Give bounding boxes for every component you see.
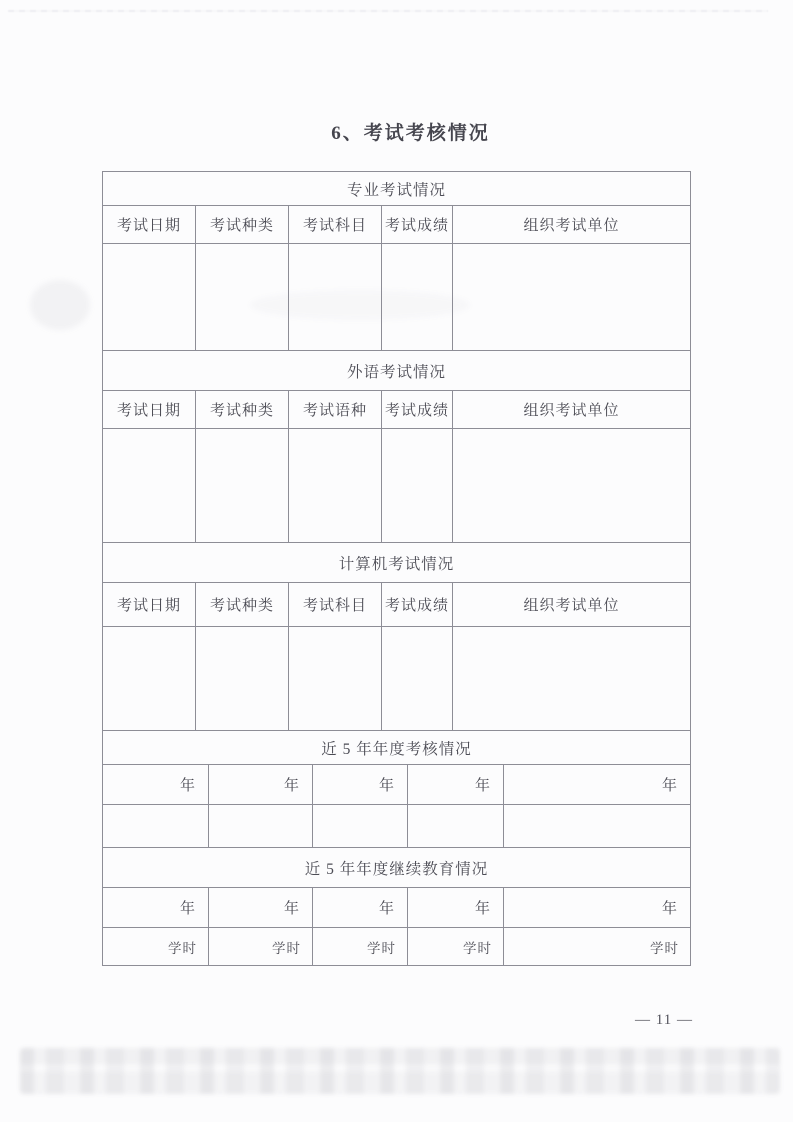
empty-cell [103,805,209,847]
page-title: 6、考试考核情况 [331,123,490,144]
year-label-cell: 年 [103,765,209,804]
section-title-professional-exam: 专业考试情况 [103,172,690,206]
scan-artifact-top-line [8,10,768,12]
year-label-cell: 年 [313,765,408,804]
header-cell-exam-score: 考试成绩 [382,206,453,243]
year-label-cell: 年 [313,888,408,927]
header-cell-exam-type: 考试种类 [196,583,289,626]
empty-cell [408,805,504,847]
section-title-continuing-education: 近 5 年年度继续教育情况 [103,848,690,888]
header-cell-organizing-unit: 组织考试单位 [523,218,620,234]
year-row-annual-assessment [103,765,690,805]
header-cell-exam-score: 考试成绩 [382,391,453,428]
body-row-foreign-language [103,429,690,543]
class-hours-label-cell: 学时 [313,928,408,965]
body-row-professional [103,244,690,351]
body-row-annual-assessment [103,805,690,848]
empty-cell [453,627,690,730]
empty-cell [453,244,690,350]
year-label-cell: 年 [408,888,504,927]
header-cell-exam-language: 考试语种 [289,391,382,428]
exam-assessment-form [102,171,691,966]
header-cell-exam-type: 考试种类 [196,206,289,243]
section-title-computer-exam: 计算机考试情况 [103,543,690,583]
scan-bleed-through-band [20,1048,780,1094]
year-label-cell: 年 [103,888,209,927]
header-cell-exam-date: 考试日期 [103,583,196,626]
empty-cell [504,805,690,847]
year-row-continuing-education [103,888,690,928]
class-hours-label-cell: 学时 [209,928,313,965]
empty-cell [382,627,453,730]
empty-cell [313,805,408,847]
empty-cell [382,244,453,350]
empty-cell [103,429,196,542]
empty-cell [103,627,196,730]
empty-cell [289,627,382,730]
section-title-annual-assessment: 近 5 年年度考核情况 [103,731,690,765]
page-number: — 11 — [635,1012,693,1028]
year-label-cell: 年 [209,888,313,927]
year-label-cell: 年 [661,901,678,917]
empty-cell [289,429,382,542]
empty-cell [103,244,196,350]
empty-cell [209,805,313,847]
year-label-cell: 年 [209,765,313,804]
header-cell-organizing-unit: 组织考试单位 [523,403,620,419]
class-hours-label-cell: 学时 [103,928,209,965]
hours-row-continuing-education [103,928,690,965]
header-cell-exam-subject: 考试科目 [289,206,382,243]
header-cell-exam-score: 考试成绩 [382,583,453,626]
header-cell-exam-date: 考试日期 [103,206,196,243]
header-row-computer [103,583,690,627]
empty-cell [196,244,289,350]
year-label-cell: 年 [408,765,504,804]
scan-smudge [30,280,90,330]
header-cell-exam-subject: 考试科目 [289,583,382,626]
header-cell-exam-type: 考试种类 [196,391,289,428]
body-row-computer [103,627,690,731]
section-title-foreign-language-exam: 外语考试情况 [103,351,690,391]
empty-cell [453,429,690,542]
header-cell-exam-date: 考试日期 [103,391,196,428]
empty-cell [289,244,382,350]
header-row-professional [103,206,690,244]
class-hours-label-cell: 学时 [408,928,504,965]
class-hours-label-cell: 学时 [650,940,679,956]
header-cell-organizing-unit: 组织考试单位 [523,598,620,614]
empty-cell [196,627,289,730]
empty-cell [382,429,453,542]
year-label-cell: 年 [661,778,678,794]
empty-cell [196,429,289,542]
header-row-foreign-language [103,391,690,429]
